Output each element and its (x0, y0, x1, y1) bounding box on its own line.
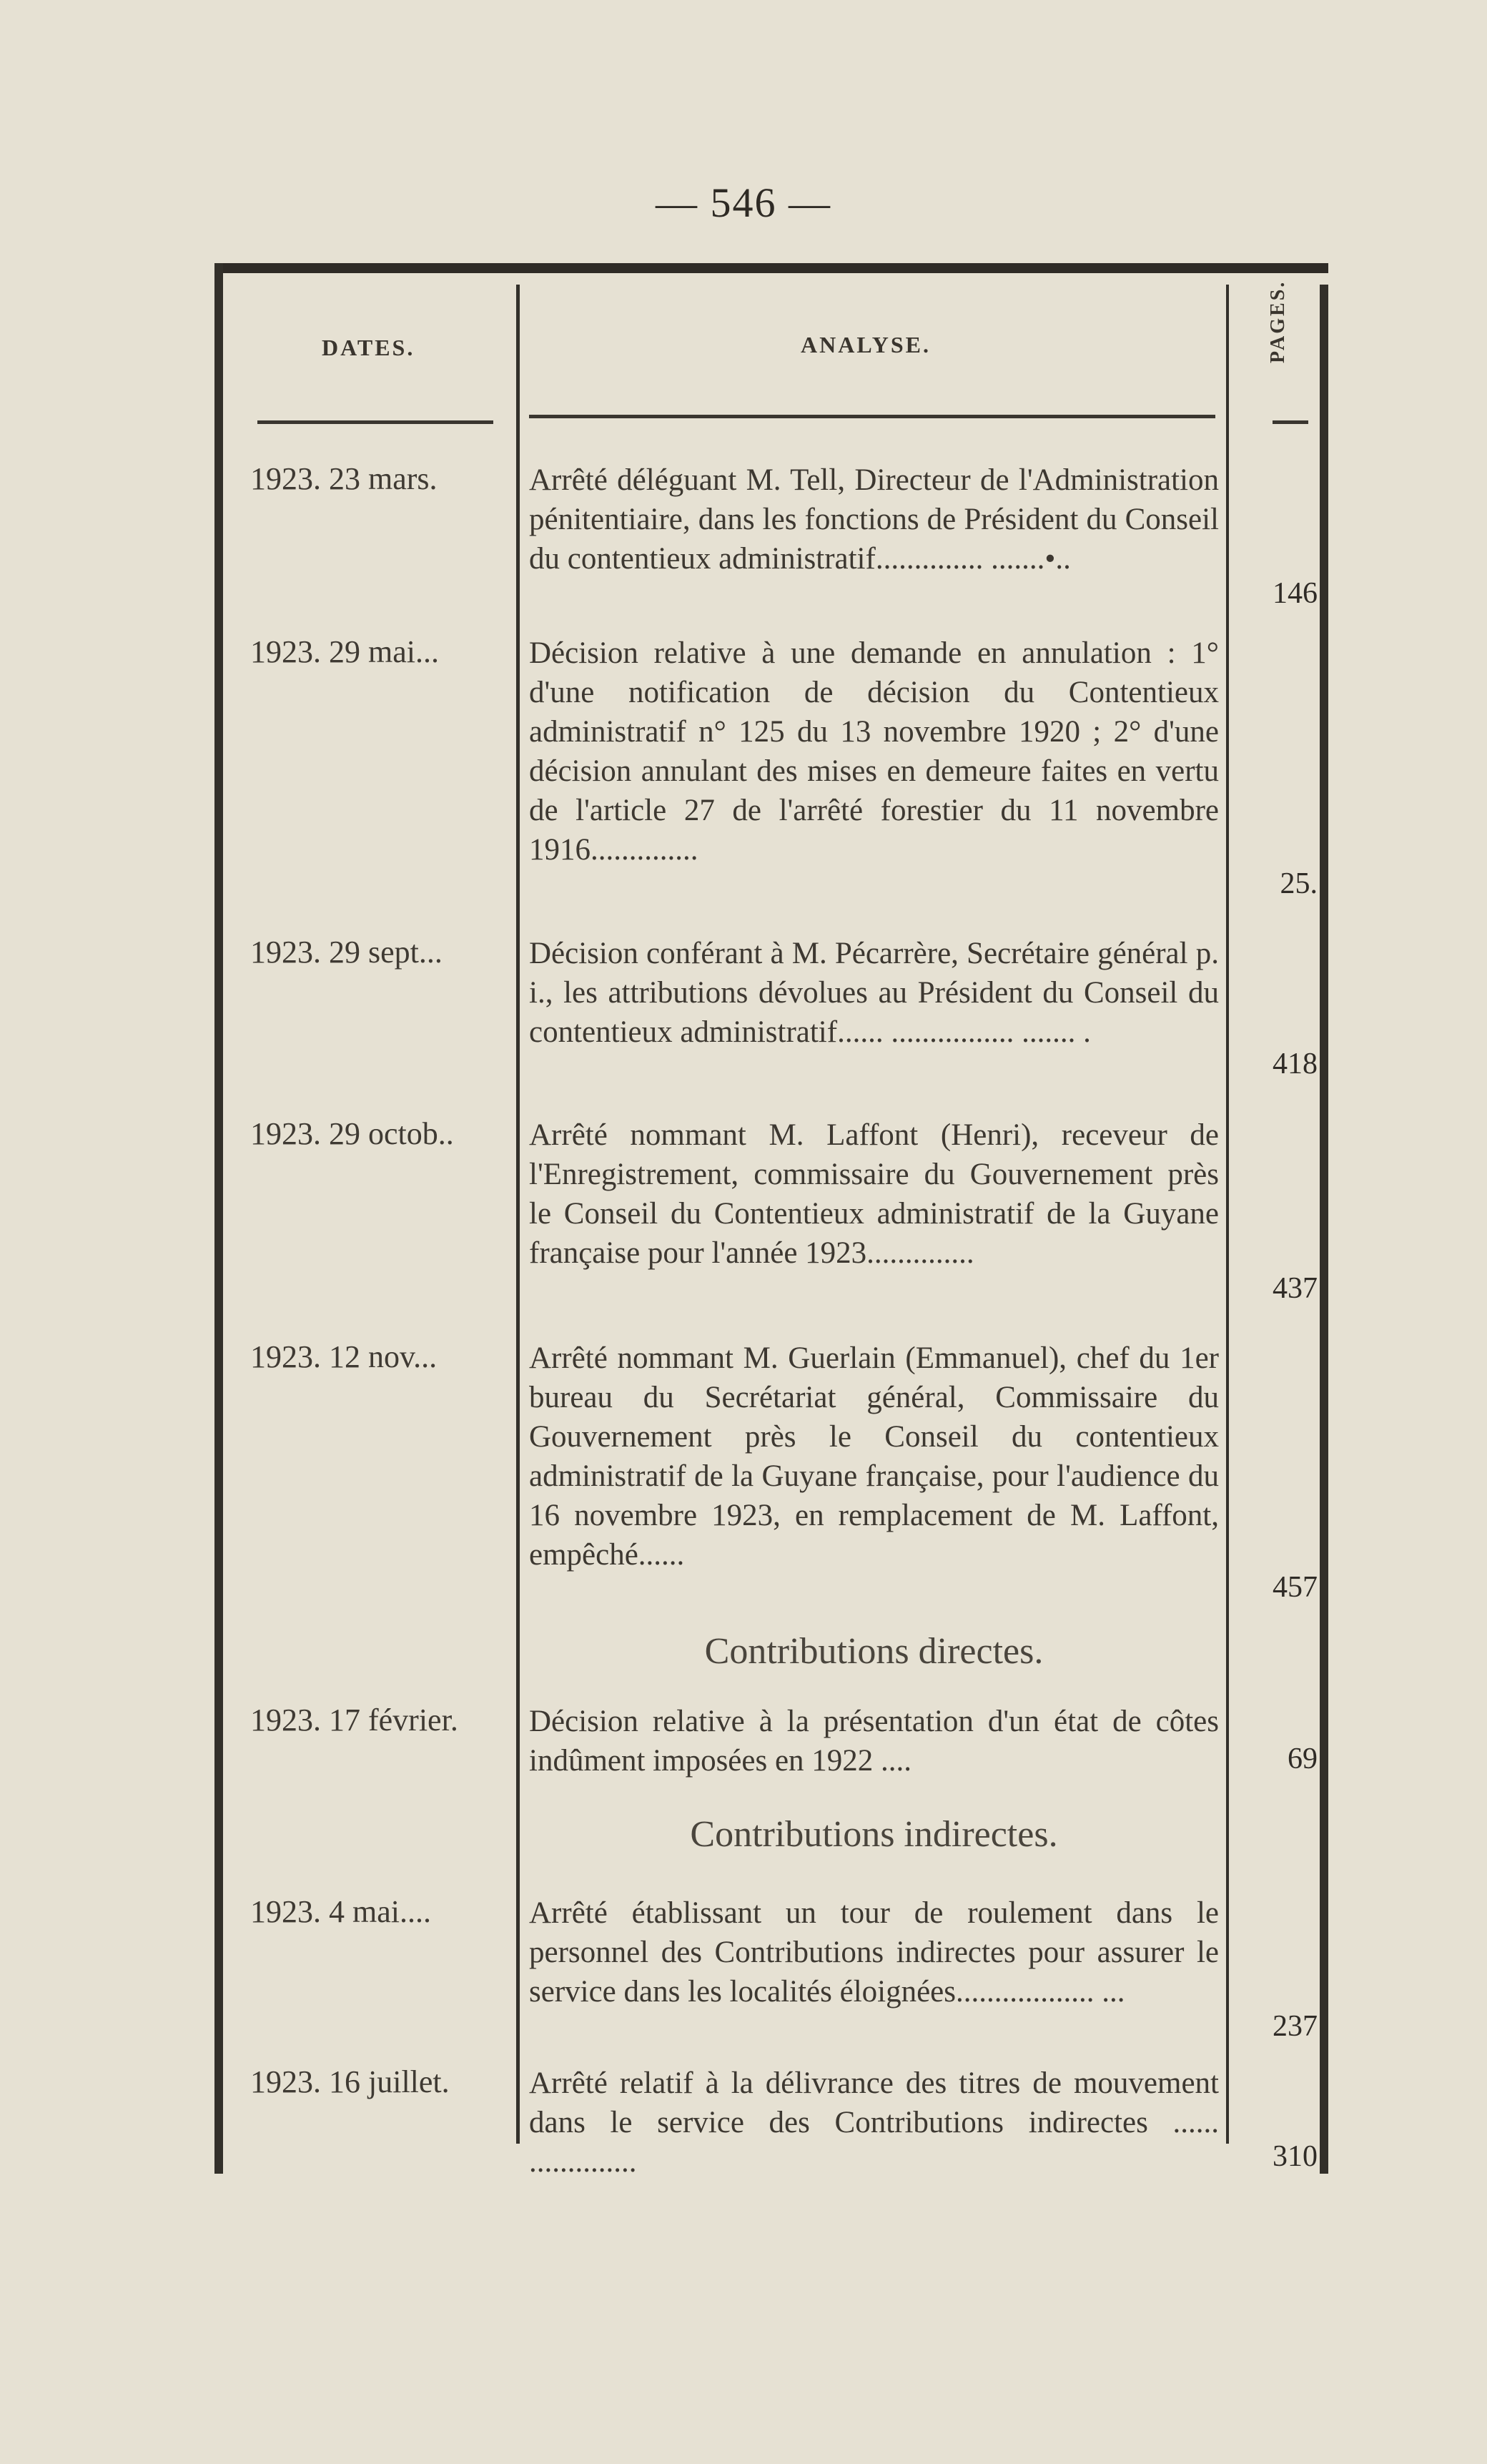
dates-divider (516, 285, 520, 2144)
entry-date: 1923. 17 février. (250, 1702, 458, 1738)
entry-text: Arrêté établissant un tour de roulement dans le personnel des Contributions indirectes pour assurer le service dans les localités éloignées.................. ... (529, 1896, 1219, 2009)
entry-date: 1923. 4 mai.... (250, 1894, 431, 1929)
right-border (1320, 285, 1328, 2174)
top-rule (214, 263, 1328, 273)
entry-text: Décision relative à une demande en annulation : 1° d'une notification de décision du Contentieux administratif n° 125 du 13 novembre 1920 ; 2° d'une décision annulant des mises en demeure faites en vertu de l'article 27 de l'arrêté forestier du 11 novembre 1916.............. (529, 636, 1219, 867)
entry-page: 418 (1273, 1048, 1318, 1080)
entry-page: 25. (1280, 867, 1318, 900)
section-heading: Contributions directes. (704, 1631, 1044, 1672)
header-rule-pages (1273, 420, 1308, 424)
analyse-header: ANALYSE. (801, 332, 931, 358)
entry-text: Arrêté nommant M. Guerlain (Emmanuel), chef du 1er bureau du Secrétariat général, Commissaire du Gouvernement près le Conseil du contentieux administratif de la Guyane française, pour l'audience du 16 novembre 1923, en remplacement de M. Laffont, empêché...... (529, 1341, 1219, 1572)
header-rule-dates (257, 420, 493, 424)
entry-page: 437 (1273, 1272, 1318, 1305)
section-heading: Contributions indirectes. (690, 1814, 1058, 1855)
entry-page: 457 (1273, 1571, 1318, 1604)
pages-header: PAGES. (1267, 280, 1289, 363)
entry-text: Arrêté déléguant M. Tell, Directeur de l'Administration pénitentiaire, dans les fonctions de Président du Conseil du contentieux administratif.............. .......•.. (529, 463, 1219, 576)
index-table (214, 263, 1328, 2179)
entry-page: 146 (1273, 577, 1318, 610)
header-rule-analyse (529, 415, 1215, 418)
entry-date: 1923. 12 nov... (250, 1339, 438, 1374)
dates-header: DATES. (322, 335, 415, 360)
page-number: — 546 — (656, 179, 831, 226)
entry-page: 310 (1273, 2140, 1318, 2173)
entry-page: 69 (1288, 1743, 1318, 1775)
entry-date: 1923. 29 octob.. (250, 1116, 454, 1151)
entry-text: Arrêté relatif à la délivrance des titres de mouvement dans le service des Contributions indirectes ...... .............. (529, 2066, 1219, 2179)
entry-date: 1923. 29 sept... (250, 935, 443, 970)
entry-text: Décision relative à la présentation d'un état de côtes indûment imposées en 1922 .... (529, 1705, 1219, 1778)
entry-text: Décision conférant à M. Pécarrère, Secrétaire général p. i., les attributions dévolues au Président du Conseil du contentieux administratif...... ................ ....... . (529, 937, 1219, 1049)
entry-text: Arrêté nommant M. Laffont (Henri), receveur de l'Enregistrement, commissaire du Gouvernement près le Conseil du Contentieux administratif de la Guyane française pour l'année 1923.............. (529, 1118, 1219, 1270)
left-border (214, 263, 223, 2174)
analyse-divider (1226, 285, 1229, 2144)
entry-page: 237 (1273, 2010, 1318, 2043)
entry-date: 1923. 29 mai... (250, 634, 439, 669)
entry-date: 1923. 23 mars. (250, 461, 438, 496)
entry-date: 1923. 16 juillet. (250, 2064, 450, 2099)
